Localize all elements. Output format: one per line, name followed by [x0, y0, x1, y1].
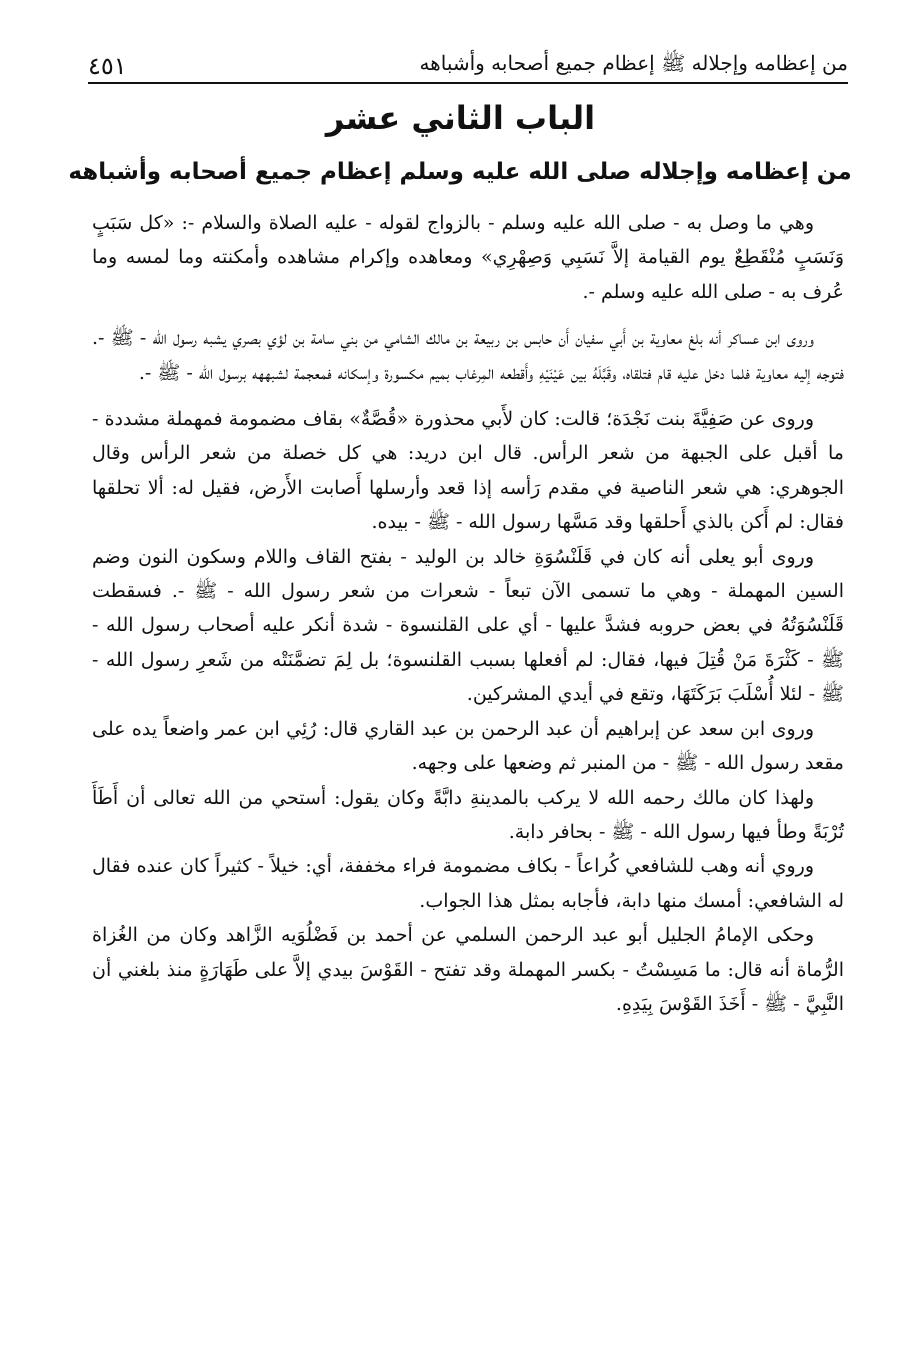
paragraph: وروى ابن سعد عن إبراهيم أن عبد الرحمن بن عبد القاري قال: رُئِي ابن عمر واضعاً يده على مقعد رسول الله - ﷺ - من المنبر ثم وضعها على وجهه.: [92, 717, 844, 775]
paragraph: ولهذا كان مالك رحمه الله لا يركب بالمدينةِ دابَّةً وكان يقول: أستحي من الله تعالى أن أَطَأَ تُرْبَةً وطأ فيها رسول الله - ﷺ - بحافر دابة.: [92, 786, 844, 843]
chapter-title: الباب الثاني عشر: [325, 99, 596, 137]
paragraph: وروى عن صَفِيَّةَ بنت نَجْدَة؛ قالت: كان لأَبي محذورة «قُصَّةٌ» بقاف مضمومة فمهملة مشددة - ما أقبل على الجبهة من شعر الرأس. قال ابن دريد: هي كل خصلة من شعر الرأس وقال الجوهري: هي شعر الناصية في مقدم رَأسه إذا قعد وأرسلها أَصابت الأَرض، فقيل له: ألا تحلقها فقال: لم أَكن بالذي أَحلقها وقد مَسَّها رسول الله - ﷺ - بيده.: [92, 408, 844, 534]
body-text: [92, 206, 844, 1021]
paragraph: وروى أبو يعلى أنه كان في قَلَنْسُوَةِ خالد بن الوليد - بفتح القاف واللام وسكون النون وضم السين المهملة - وهي ما تسمى الآن تبعاً - شعرات من شعر رسول الله - ﷺ -. فسقطت قَلَنْسُوَتُهُ في بعض حروبه فشدَّ عليها - أي على القلنسوة - شدة أنكر عليه أصحاب رسول الله - ﷺ - كَثْرَةَ مَنْ قُتِلَ فيها، فقال: لم أفعلها بسبب القلنسوة؛ بل لِمَ تضمَّنَتْه من شَعرِ رسول الله - ﷺ - لئلا أُسْلَبَ بَرَكَتَهَا، وتقع في أيدي المشركين.: [92, 545, 844, 706]
page-number: ٤٥١: [88, 52, 127, 80]
paragraph: وروي أنه وهب للشافعي كُراعاً - بكاف مضمومة فراء مخففة، أي: خيلاً - كثيراً كان عنده فقال له الشافعي: أمسك منها دابة، فأجابه بمثل هذا الجواب.: [92, 855, 844, 912]
paragraph: وهي ما وصل به - صلى الله عليه وسلم - بالزواج لقوله - عليه الصلاة والسلام -: «كل سَبَبٍ وَنَسَبٍ مُنْقَطِعٌ يوم القيامة إلاَّ نَسَبِي وَصِهْرِي» ومعاهده وإكرام مشاهده وأمكنته وما لمسه وما عُرف به - صلى الله عليه وسلم -.: [92, 212, 844, 303]
running-title: من إعظامه وإجلاله ﷺ إعظام جميع أصحابه وأشباهه: [419, 51, 848, 75]
paragraph: وروى ابن عساكر أنه بلغ معاوية بن أَبي سفيان أَن حابس بن ربيعة بن مالك الشامي من بني سامة بن لؤي بصري يشبه رسول الله - ﷺ -. فتوجه إليه معاوية فلما دخل عليه قام فتلقاه، وقَبَّلَهُ بين عَيْنَيْهِ وأَقطعه المِرغاب بميم مكسورة وإسكانه فمعجمة لشبههه برسول الله - ﷺ -.: [92, 327, 844, 384]
paragraph: وحكى الإمامُ الجليل أبو عبد الرحمن السلمي عن أحمد بن فَضْلُوَيه الزَّاهد وكان من الغُزاة الرُّماة أنه قال: ما مَسِسْتُ - بكسر المهملة وقد تفتح - القَوْسَ بيدي إلاَّ على طَهَارَةٍ منذ بلغني أن النَّبِيَّ - ﷺ - أَخَذَ القَوْسَ بِيَدِهِ.: [92, 924, 844, 1015]
chapter-subtitle: من إعظامه وإجلاله صلى الله عليه وسلم إعظام جميع أصحابه وأشباهه: [68, 159, 852, 185]
running-header: [88, 38, 848, 80]
header-divider: [88, 82, 848, 84]
